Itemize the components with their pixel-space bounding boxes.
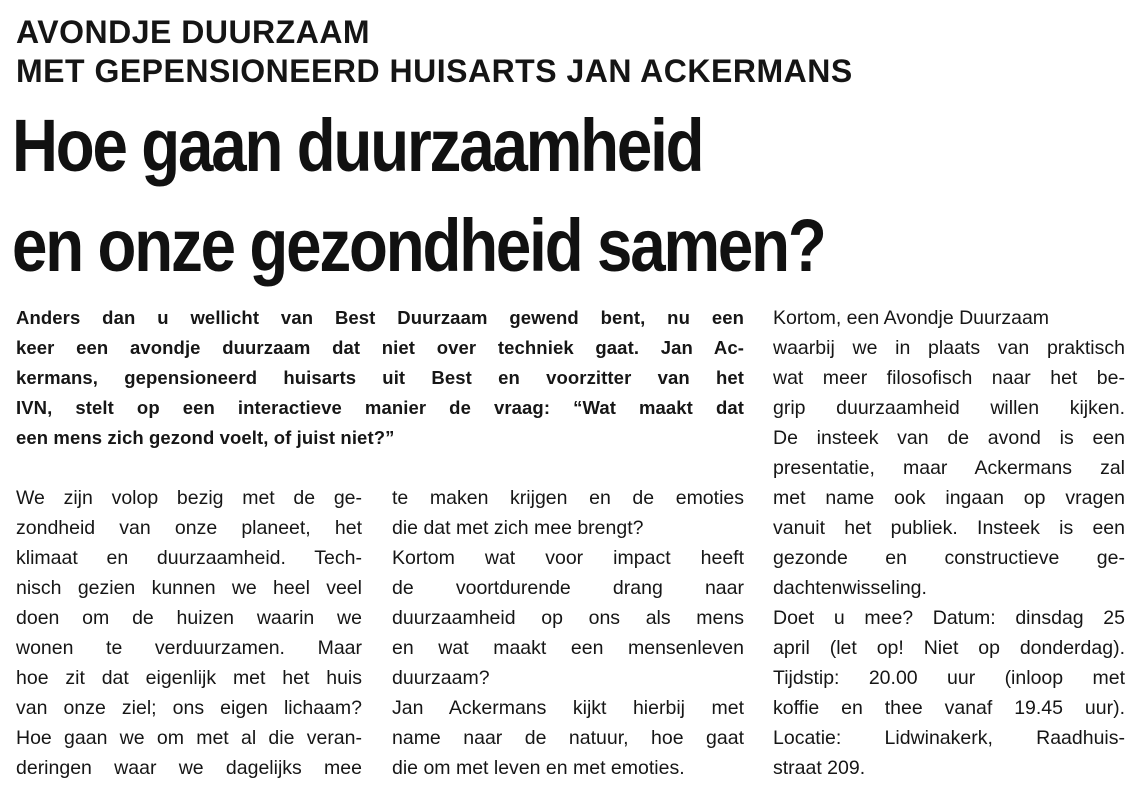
intro-line: kermans, gepensioneerd huisarts uit Best en voorzitter van het (16, 367, 744, 388)
body-line: en wat maakt een mensenleven (392, 637, 744, 659)
body-line: De insteek van de avond is een (773, 427, 1125, 449)
body-line: van onze ziel; ons eigen lichaam? (16, 697, 362, 719)
body-line: vanuit het publiek. Insteek is een (773, 517, 1125, 539)
body-line: hoe zit dat eigenlijk met het huis (16, 667, 362, 689)
body-line: klimaat en duurzaamheid. Tech- (16, 547, 362, 569)
body-line: Kortom wat voor impact heeft (392, 547, 744, 569)
body-line: doen om de huizen waarin we (16, 607, 362, 629)
body-line: grip duurzaamheid willen kijken. (773, 397, 1125, 419)
body-line: straat 209. (773, 757, 866, 779)
kicker-line-2: MET GEPENSIONEERD HUISARTS JAN ACKERMANS (16, 53, 853, 89)
body-line: nisch gezien kunnen we heel veel (16, 577, 362, 599)
intro-line: IVN, stelt op een interactieve manier de vraag: “Wat maakt dat (16, 397, 744, 418)
body-line: Jan Ackermans kijkt hierbij met (392, 697, 744, 719)
body-line: Tijdstip: 20.00 uur (inloop met (773, 667, 1125, 689)
headline-line-2: en onze gezondheid samen? (12, 204, 825, 287)
kicker-line-1: AVONDJE DUURZAAM (16, 14, 371, 50)
body-line: presentatie, maar Ackermans zal (773, 457, 1125, 479)
body-line: koffie en thee vanaf 19.45 uur). (773, 697, 1125, 719)
body-line: Kortom, een Avondje Duurzaam (773, 307, 1050, 329)
body-line: Doet u mee? Datum: dinsdag 25 (773, 607, 1125, 629)
body-line: wat meer filosofisch naar het be- (773, 367, 1125, 389)
body-line: Hoe gaan we om met al die veran- (16, 727, 362, 749)
body-line: zondheid van onze planeet, het (16, 517, 362, 539)
body-line: met name ook ingaan op vragen (773, 487, 1125, 509)
intro-line: Anders dan u wellicht van Best Duurzaam gewend bent, nu een (16, 307, 744, 328)
body-line: name naar de natuur, hoe gaat (392, 727, 744, 749)
body-line: deringen waar we dagelijks mee (16, 757, 362, 779)
headline-line-1: Hoe gaan duurzaamheid (12, 104, 703, 187)
body-line: dachtenwisseling. (773, 577, 927, 599)
body-line: wonen te verduurzamen. Maar (16, 637, 362, 659)
body-line: die dat met zich mee brengt? (392, 517, 644, 539)
body-line: gezonde en constructieve ge- (773, 547, 1125, 569)
body-line: die om met leven en met emoties. (392, 757, 685, 779)
intro-line: keer een avondje duurzaam dat niet over techniek gaat. Jan Ac- (16, 337, 744, 358)
body-line: Locatie: Lidwinakerk, Raadhuis- (773, 727, 1125, 749)
body-line: te maken krijgen en de emoties (392, 487, 744, 509)
body-line: de voortdurende drang naar (392, 577, 744, 599)
intro-line: een mens zich gezond voelt, of juist niet?” (16, 427, 395, 448)
body-line: april (let op! Niet op donderdag). (773, 637, 1125, 659)
body-line: waarbij we in plaats van praktisch (773, 337, 1125, 359)
body-line: We zijn volop bezig met de ge- (16, 487, 362, 509)
body-line: duurzaamheid op ons als mens (392, 607, 744, 629)
body-line: duurzaam? (392, 667, 490, 689)
